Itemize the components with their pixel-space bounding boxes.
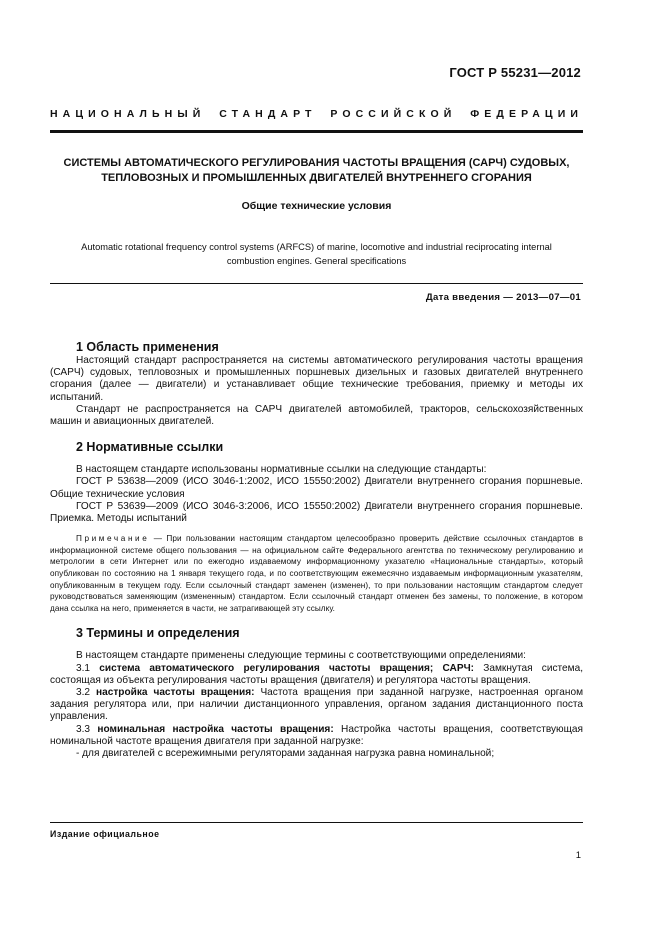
page-number: 1 — [575, 850, 581, 861]
english-title-line: combustion engines. General specifications — [226, 256, 407, 266]
paragraph: Настоящий стандарт распространяется на системы автоматического регулирования частоты вращения (САРЧ) судовых, тепловозных и промышленных поршневых дизельных и газовых двигателей внутреннего сгорания (далее — двигатели) и устанавливает общие технические требования, приемку и методы их испытаний. — [50, 355, 583, 403]
note-text: — При пользовании настоящим стандартом целесообразно проверить действие ссылочных стандартов в информационной системе общего пользования — на официальном сайте Федерального агентства по техническому регулированию и метрологии в сети Интернет или по ежегодно издаваемому информационному указателю «Национальные стандарты», который опубликован по состоянию на 1 января текущего года, и по соответствующим ежемесячно издаваемым информационным указателям, опубликованным в текущем году. Если ссылочный стандарт заменен (изменен), то при пользовании настоящим стандартом следует руководствоваться заменяющим (измененным) стандартом. Если ссылочный стандарт отменен без замены, то положение, в котором дана ссылка на него, применяется в части, не затрагивающей эту ссылку. — [50, 534, 583, 613]
title-line: ТЕПЛОВОЗНЫХ И ПРОМЫШЛЕННЫХ ДВИГАТЕЛЕЙ ВНУТРЕННЕГО СГОРАНИЯ — [101, 172, 532, 184]
header-divider — [50, 130, 583, 133]
title-line: СИСТЕМЫ АВТОМАТИЧЕСКОГО РЕГУЛИРОВАНИЯ ЧАСТОТЫ ВРАЩЕНИЯ (САРЧ) СУДОВЫХ, — [63, 157, 570, 169]
paragraph: Стандарт не распространяется на САРЧ двигателей автомобилей, тракторов, сельскохозяйственных машин и авиационных двигателей. — [50, 403, 583, 428]
term-definition — [50, 724, 583, 748]
section-heading: 2 Нормативные ссылки — [76, 440, 224, 455]
introduction-date: Дата введения — 2013—07—01 — [425, 292, 581, 303]
note — [50, 533, 583, 614]
list-item: - для двигателей с всережимными регуляторами заданная нагрузка равна номинальной; — [76, 748, 495, 760]
paragraph: В настоящем стандарте применены следующие термины с соответствующими определениями: — [76, 650, 526, 662]
reference-item: ГОСТ Р 53639—2009 (ИСО 3046-3:2006, ИСО 15550:2002) Двигатели внутреннего сгорания поршневые. Приемка. Методы испытаний — [50, 500, 583, 525]
edition-label: Издание официальное — [50, 829, 160, 839]
reference-item: ГОСТ Р 53638—2009 (ИСО 3046-1:2002, ИСО 15550:2002) Двигатели внутреннего сгорания поршневые. Общие технические условия — [50, 476, 583, 500]
document-number: ГОСТ Р 55231—2012 — [449, 65, 581, 80]
section-heading: 1 Область применения — [76, 340, 219, 354]
term-number: 3.2 — [76, 687, 97, 698]
term: номинальная настройка частоты вращения: — [97, 723, 334, 735]
term-number: 3.3 — [76, 723, 98, 735]
term: система автоматического регулирования частоты вращения; САРЧ: — [99, 662, 475, 674]
definition: Настройка частоты вращения, соответствующая номинальной частоте вращения двигателя при заданной нагрузке: — [50, 723, 583, 747]
definition: Частота вращения при заданной нагрузке, настроенная органом задания регулятора или, при наличии дистанционного управления, органом задания дистанционного поста управления. — [50, 687, 584, 723]
definition: Замкнутая система, состоящая из объекта регулирования частоты вращения (двигателя) и регулятора частоты вращения. — [50, 662, 583, 686]
section-heading: 3 Термины и определения — [76, 626, 240, 641]
term: настройка частоты вращения: — [96, 687, 255, 698]
footer-divider — [50, 822, 583, 823]
note-label: Примечание — [76, 534, 150, 544]
title-divider — [50, 283, 583, 284]
document-body — [50, 340, 583, 760]
english-title-line: Automatic rotational frequency control systems (ARFCS) of marine, locomotive and industrial reciprocating internal — [81, 242, 552, 252]
term-definition — [50, 663, 583, 687]
english-title — [50, 240, 583, 268]
document-title — [50, 156, 583, 186]
term-number: 3.1 — [76, 662, 100, 674]
term-definition — [50, 687, 583, 724]
document-subtitle: Общие технические условия — [241, 200, 392, 212]
national-standard-banner: НАЦИОНАЛЬНЫЙ СТАНДАРТ РОССИЙСКОЙ ФЕДЕРАЦИИ — [50, 108, 583, 120]
paragraph: В настоящем стандарте использованы нормативные ссылки на следующие стандарты: — [76, 464, 487, 476]
